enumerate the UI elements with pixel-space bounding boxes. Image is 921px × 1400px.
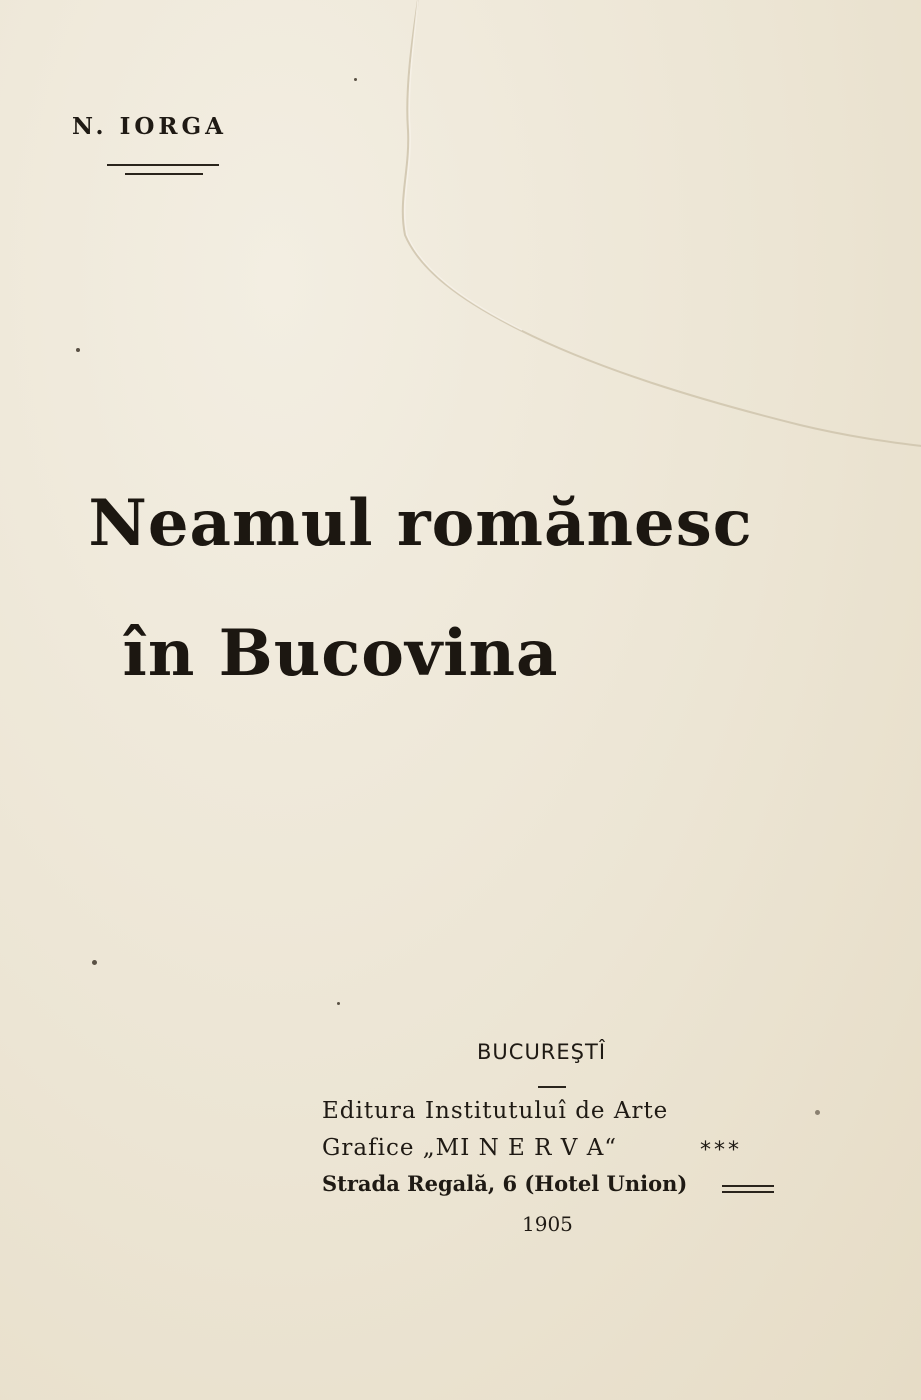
paper-speck [92,960,97,965]
author-rule-upper [107,164,219,166]
imprint-city: BUCUREŞTÎ [477,1040,607,1064]
publication-year: 1905 [522,1212,573,1236]
paper-speck [815,1110,820,1115]
city-rule [538,1086,566,1088]
paper-speck [76,348,80,352]
publisher-line-2: Grafice „MI N E R V A“ [322,1135,618,1161]
paper-speck [354,78,357,81]
address-rule-upper [722,1185,774,1187]
publisher-line-1: Editura Institutuluî de Arte [322,1098,669,1124]
address-rule-lower [722,1191,774,1193]
book-title-line-2: în Bucovina [122,616,559,691]
address-double-rule [722,1185,774,1193]
asterism-ornament: *** [700,1138,742,1163]
author-rule-lower [125,173,203,175]
author-name: N. IORGA [72,113,227,140]
paper-speck [337,1002,340,1005]
author-rule [107,164,219,176]
book-title-line-1: Neamul romănesc [88,486,753,561]
publisher-address: Strada Regală, 6 (Hotel Union) [322,1171,688,1196]
